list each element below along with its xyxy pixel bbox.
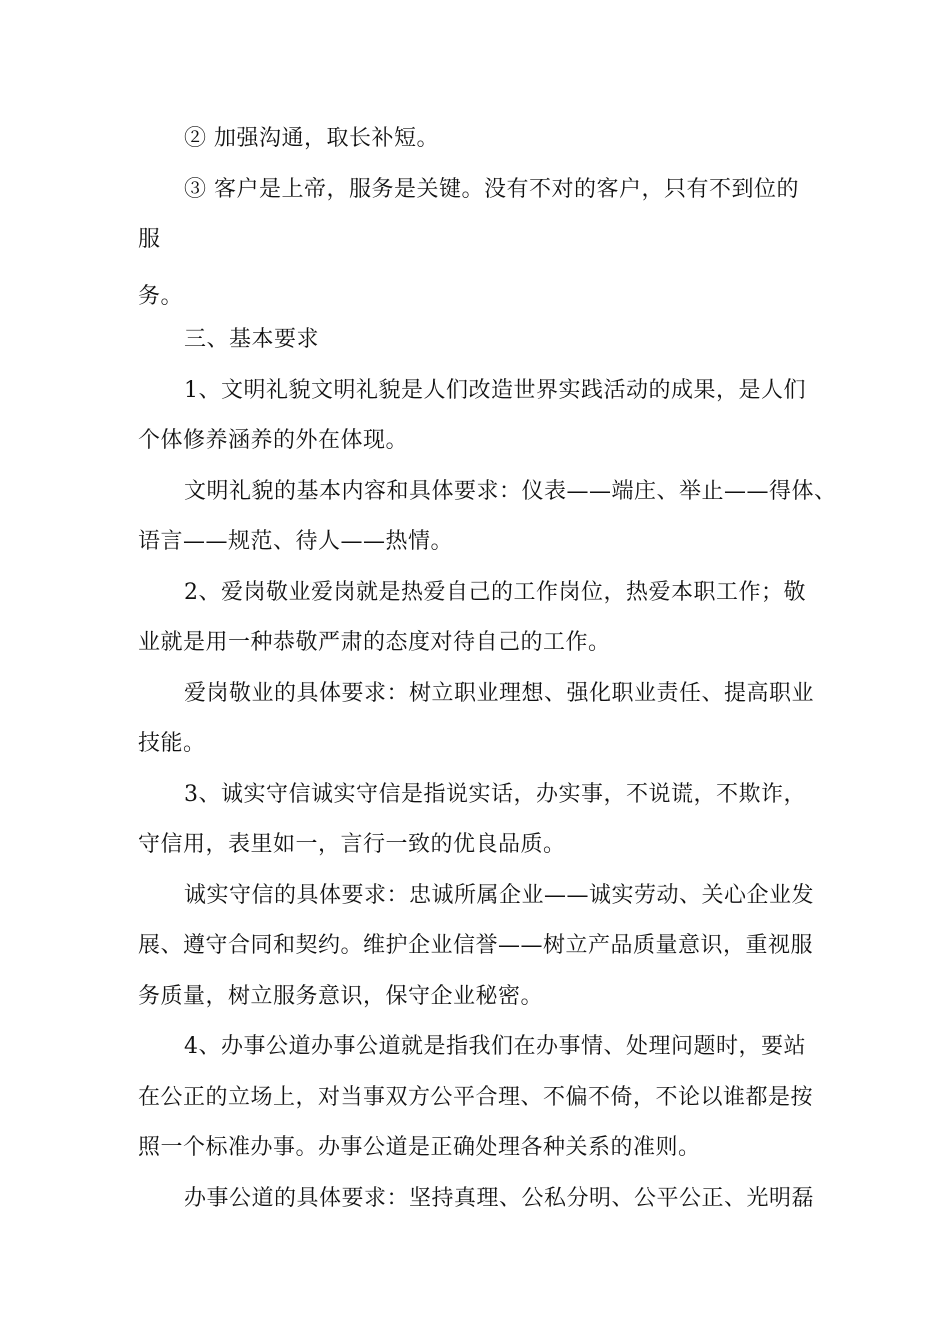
text-line: 务质量，树立服务意识，保守企业秘密。 — [138, 984, 544, 1009]
text-line: 诚实守信的具体要求：忠诚所属企业——诚实劳动、关心企业发 — [184, 883, 815, 908]
text-line: 展、遵守合同和契约。维护企业信誉——树立产品质量意识，重视服 — [138, 933, 814, 958]
text-line: 照一个标准办事。办事公道是正确处理各种关系的准则。 — [138, 1135, 701, 1160]
text-line: 务。 — [138, 284, 184, 309]
text-line: ② 加强沟通，取长补短。 — [184, 126, 439, 151]
text-line: 爱岗敬业的具体要求：树立职业理想、强化职业责任、提高职业 — [184, 681, 815, 706]
section-heading: 三、基本要求 — [184, 327, 320, 352]
text-line: 办事公道的具体要求：坚持真理、公私分明、公平公正、光明磊 — [184, 1186, 815, 1211]
text-line: 4、办事公道办事公道就是指我们在办事情、处理问题时，要站 — [184, 1034, 806, 1059]
text-line: 服 — [138, 227, 161, 252]
text-line: 2、爱岗敬业爱岗就是热爱自己的工作岗位，热爱本职工作；敬 — [184, 580, 806, 605]
text-line: 1、文明礼貌文明礼貌是人们改造世界实践活动的成果，是人们 — [184, 378, 806, 403]
text-line: ③ 客户是上帝，服务是关键。没有不对的客户，只有不到位的 — [184, 177, 799, 202]
text-line: 3、诚实守信诚实守信是指说实话，办实事，不说谎，不欺诈， — [184, 782, 806, 807]
text-line: 在公正的立场上，对当事双方公平合理、不偏不倚，不论以谁都是按 — [138, 1085, 814, 1110]
text-line: 业就是用一种恭敬严肃的态度对待自己的工作。 — [138, 630, 611, 655]
text-line: 语言——规范、待人——热情。 — [138, 529, 454, 554]
text-line: 守信用，表里如一，言行一致的优良品质。 — [138, 832, 566, 857]
text-line: 个体修养涵养的外在体现。 — [138, 428, 409, 453]
text-line: 技能。 — [138, 731, 206, 756]
text-line: 文明礼貌的基本内容和具体要求：仪表——端庄、举止——得体、 — [184, 479, 837, 504]
